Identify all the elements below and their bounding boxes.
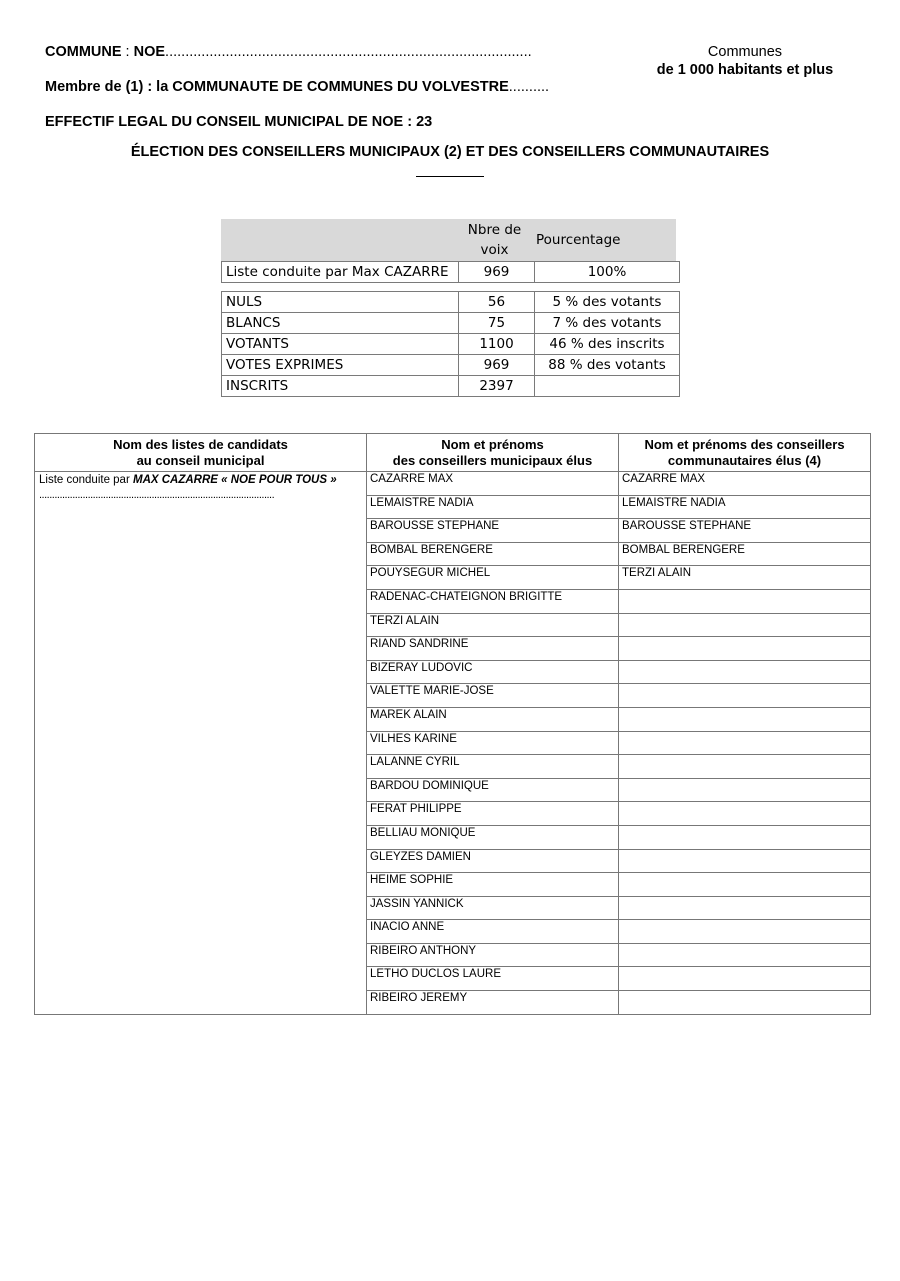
municipal-elu-cell: FERAT PHILIPPE: [367, 802, 619, 826]
list-voix: 969: [459, 262, 535, 283]
stat-label: VOTES EXPRIMES: [222, 355, 459, 376]
communautaire-elu-cell: [619, 967, 871, 991]
list-prefix: Liste conduite par: [39, 474, 133, 486]
results-stats-table: [221, 291, 680, 397]
municipal-elu-cell: LALANNE CYRIL: [367, 755, 619, 779]
membre-dots: ..........: [508, 79, 550, 95]
communautaire-elu-cell: [619, 613, 871, 637]
communautaire-elu-cell: [619, 731, 871, 755]
table-row: [35, 472, 871, 496]
stat-pct: 5 % des votants: [535, 292, 680, 313]
col-listes-line1: Nom des listes de candidats: [113, 436, 288, 452]
communautaire-elu-cell: [619, 991, 871, 1015]
municipal-elu-cell: HEIME SOPHIE: [367, 873, 619, 897]
communes-category: [640, 43, 850, 79]
communautaire-elu-cell: [619, 778, 871, 802]
col-voix-header: Nbre de voix: [457, 219, 532, 261]
stat-voix: 2397: [459, 376, 535, 397]
municipal-elu-cell: JASSIN YANNICK: [367, 896, 619, 920]
stat-pct: 46 % des inscrits: [535, 334, 680, 355]
stat-voix: 969: [459, 355, 535, 376]
municipal-elu-cell: INACIO ANNE: [367, 920, 619, 944]
membre-line: [45, 79, 549, 95]
commune-dots: ...........................................................................................: [165, 44, 532, 60]
stat-label: INSCRITS: [222, 376, 459, 397]
title-underline: [416, 176, 484, 177]
municipal-elu-cell: RIBEIRO ANTHONY: [367, 943, 619, 967]
municipal-elu-cell: VALETTE MARIE-JOSE: [367, 684, 619, 708]
communautaire-elu-cell: [619, 896, 871, 920]
commune-value: NOE: [133, 44, 166, 60]
page-title: ÉLECTION DES CONSEILLERS MUNICIPAUX (2) ET DES CONSEILLERS COMMUNAUTAIRES: [130, 144, 770, 160]
stats-row: [222, 334, 680, 355]
municipal-elu-cell: CAZARRE MAX: [367, 472, 619, 496]
results-header-empty: [221, 219, 457, 261]
stat-voix: 75: [459, 313, 535, 334]
col-municipaux-header: [367, 434, 619, 472]
list-name: MAX CAZARRE « NOE POUR TOUS »: [132, 474, 337, 486]
stat-label: NULS: [222, 292, 459, 313]
col-communautaires-line1: Nom et prénoms des conseillers: [644, 436, 845, 452]
communes-line1: Communes: [707, 44, 783, 60]
results-list-row: [222, 262, 680, 283]
list-name-cell: [35, 472, 367, 1015]
elus-table: [34, 433, 871, 1015]
communautaire-elu-cell: LEMAISTRE NADIA: [619, 495, 871, 519]
communautaire-elu-cell: [619, 637, 871, 661]
col-municipaux-line1: Nom et prénoms: [441, 436, 544, 452]
municipal-elu-cell: RIAND SANDRINE: [367, 637, 619, 661]
communes-line2: de 1 000 habitants et plus: [656, 62, 834, 78]
results-list-table: [221, 261, 680, 283]
stat-label: VOTANTS: [222, 334, 459, 355]
municipal-elu-cell: VILHES KARINE: [367, 731, 619, 755]
municipal-elu-cell: BELLIAU MONIQUE: [367, 825, 619, 849]
list-name-line: [39, 473, 362, 488]
municipal-elu-cell: MAREK ALAIN: [367, 707, 619, 731]
communautaire-elu-cell: CAZARRE MAX: [619, 472, 871, 496]
col-listes-line2: au conseil municipal: [136, 452, 265, 468]
municipal-elu-cell: RADENAC-CHATEIGNON BRIGITTE: [367, 589, 619, 613]
communautaire-elu-cell: TERZI ALAIN: [619, 566, 871, 590]
results-header: [221, 219, 676, 261]
col-communautaires-line2: communautaires élus (4): [667, 452, 822, 468]
commune-sep: :: [121, 44, 134, 60]
communautaire-elu-cell: [619, 825, 871, 849]
municipal-elu-cell: BOMBAL BERENGERE: [367, 542, 619, 566]
communautaire-elu-cell: BOMBAL BERENGERE: [619, 542, 871, 566]
col-communautaires-header: [619, 434, 871, 472]
stats-row: [222, 376, 680, 397]
municipal-elu-cell: BAROUSSE STEPHANE: [367, 519, 619, 543]
stats-row: [222, 355, 680, 376]
stat-pct: [535, 376, 680, 397]
elus-header-row: [35, 434, 871, 472]
stat-voix: 56: [459, 292, 535, 313]
list-pct: 100%: [535, 262, 680, 283]
communautaire-elu-cell: [619, 755, 871, 779]
municipal-elu-cell: BIZERAY LUDOVIC: [367, 660, 619, 684]
stat-voix: 1100: [459, 334, 535, 355]
stat-label: BLANCS: [222, 313, 459, 334]
communautaire-elu-cell: [619, 943, 871, 967]
effectif-line: EFFECTIF LEGAL DU CONSEIL MUNICIPAL DE NOE : 23: [45, 114, 433, 130]
municipal-elu-cell: LETHO DUCLOS LAURE: [367, 967, 619, 991]
stat-pct: 7 % des votants: [535, 313, 680, 334]
commune-label: COMMUNE: [45, 44, 122, 60]
col-listes-header: [35, 434, 367, 472]
list-dots: ............................................................................................: [39, 489, 275, 501]
communautaire-elu-cell: [619, 802, 871, 826]
municipal-elu-cell: GLEYZES DAMIEN: [367, 849, 619, 873]
elus-body: [35, 472, 871, 1015]
municipal-elu-cell: LEMAISTRE NADIA: [367, 495, 619, 519]
communautaire-elu-cell: [619, 589, 871, 613]
col-pct-header: Pourcentage: [532, 219, 676, 261]
municipal-elu-cell: TERZI ALAIN: [367, 613, 619, 637]
municipal-elu-cell: POUYSEGUR MICHEL: [367, 566, 619, 590]
list-label: Liste conduite par Max CAZARRE: [222, 262, 459, 283]
membre-text: Membre de (1) : la COMMUNAUTE DE COMMUNES DU VOLVESTRE: [45, 79, 509, 95]
commune-line: [45, 44, 532, 60]
stats-row: [222, 292, 680, 313]
communautaire-elu-cell: [619, 920, 871, 944]
communautaire-elu-cell: [619, 684, 871, 708]
communautaire-elu-cell: [619, 849, 871, 873]
stat-pct: 88 % des votants: [535, 355, 680, 376]
communautaire-elu-cell: [619, 660, 871, 684]
municipal-elu-cell: RIBEIRO JEREMY: [367, 991, 619, 1015]
communautaire-elu-cell: [619, 873, 871, 897]
communautaire-elu-cell: BAROUSSE STEPHANE: [619, 519, 871, 543]
stats-row: [222, 313, 680, 334]
communautaire-elu-cell: [619, 707, 871, 731]
municipal-elu-cell: BARDOU DOMINIQUE: [367, 778, 619, 802]
col-municipaux-line2: des conseillers municipaux élus: [392, 452, 593, 468]
